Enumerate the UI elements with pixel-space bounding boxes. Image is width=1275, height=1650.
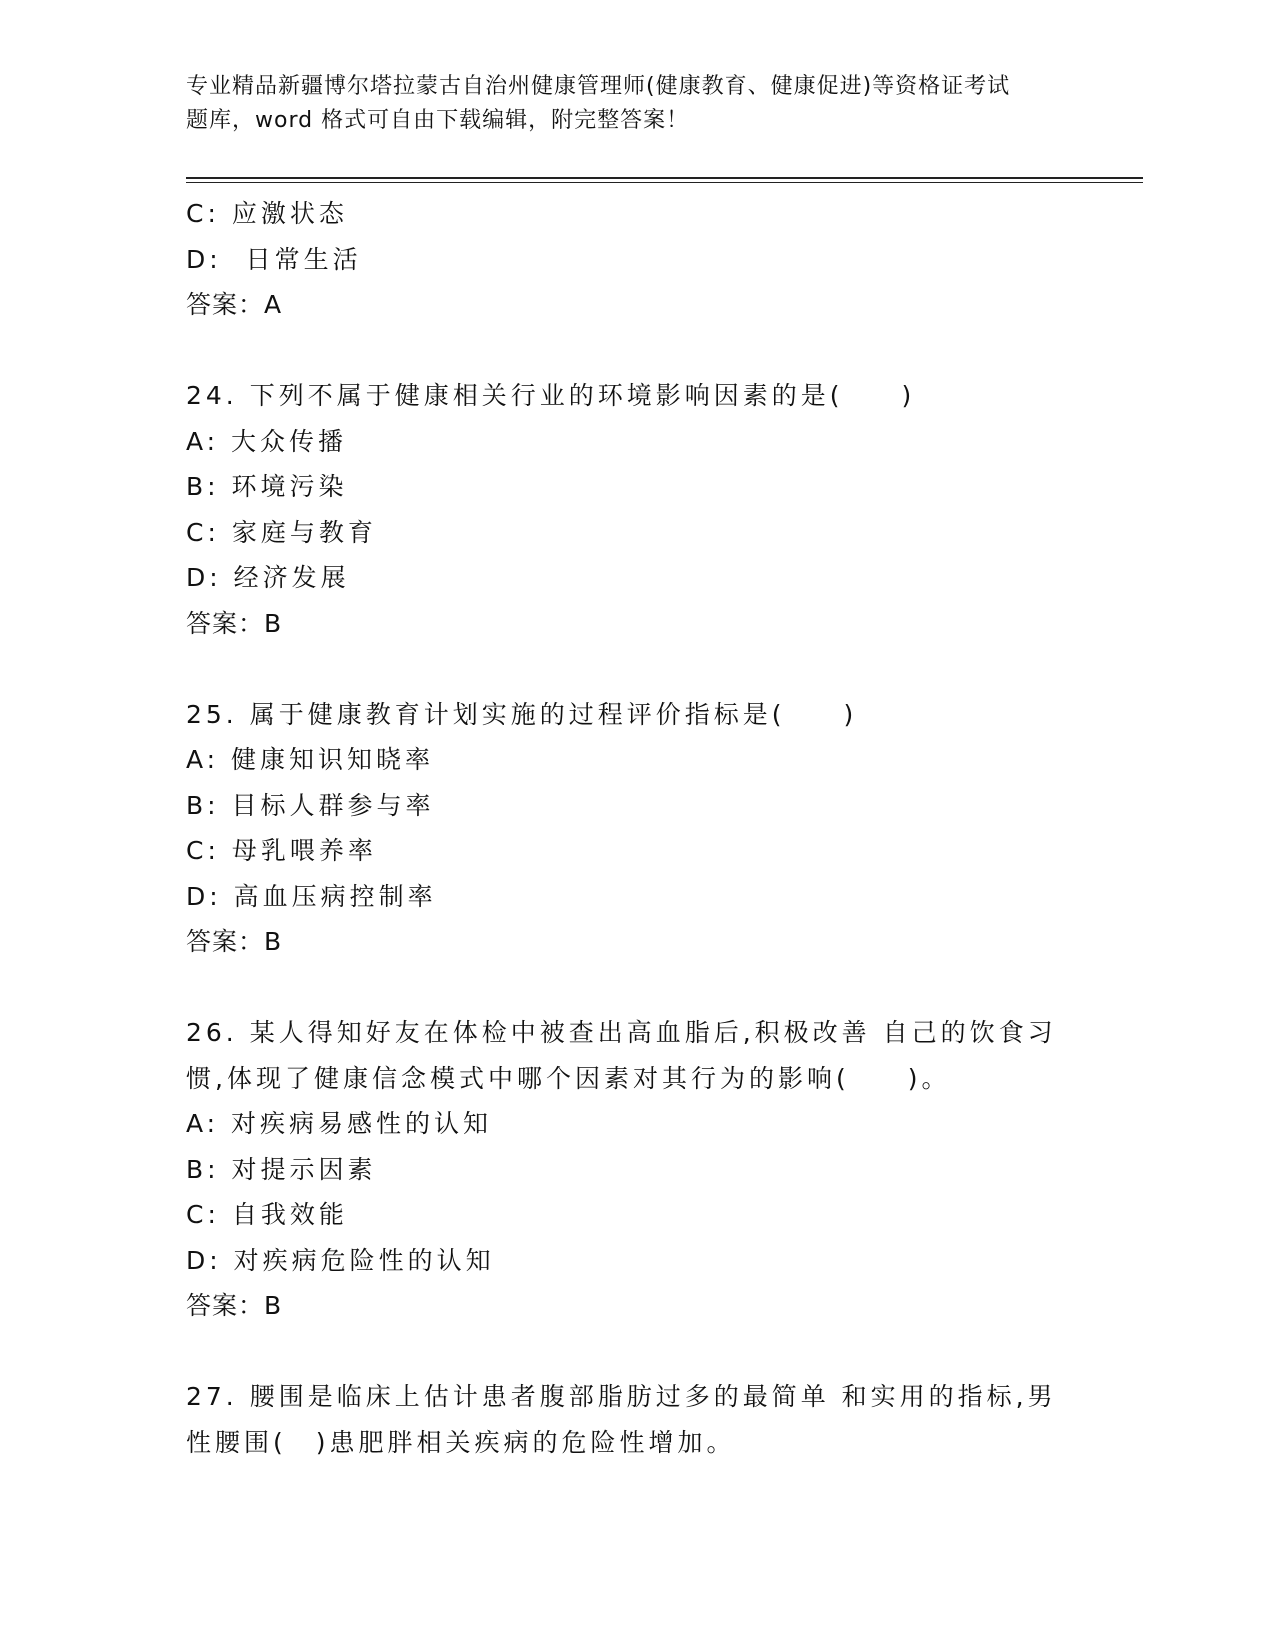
option-c: C: 母乳喂养率 [186,836,377,865]
option-b: B: 目标人群参与率 [186,790,435,820]
option-a: A: 健康知识知晓率 [186,745,435,774]
option-d: D: 经济发展 [186,563,350,592]
header-line-2: 题库，word 格式可自由下载编辑，附完整答案！ [186,108,690,133]
question-24 [186,373,1086,646]
question-27 [186,1374,1086,1465]
option-c: C: 应激状态 [186,199,348,228]
answer: 答案：A [186,290,283,319]
header-line-1: 专业精品新疆博尔塔拉蒙古自治州健康管理师(健康教育、健康促进)等资格证考试 [186,74,1011,99]
option-c: C: 家庭与教育 [186,517,377,547]
spacer [186,1329,1086,1375]
question-list [186,191,1086,1465]
question-26 [186,1010,1086,1329]
option-a: A: 大众传播 [186,426,348,456]
option-b: B: 对提示因素 [186,1154,377,1184]
option-c: C: 自我效能 [186,1200,348,1229]
question-stem-line-2: 性腰围( )患肥胖相关疾病的危险性增加。 [186,1427,736,1457]
question-stem: 25. 属于健康教育计划实施的过程评价指标是( ) [186,699,858,729]
option-d: D: 日常生活 [186,244,362,274]
document-header [186,70,1086,138]
option-d: D: 高血压病控制率 [186,881,437,911]
header-rule-thin [186,182,1143,183]
question-23-tail [186,191,1086,328]
spacer [186,646,1086,692]
answer: 答案：B [186,927,283,956]
header-rule-thick [186,177,1143,179]
question-stem-line-2: 惯,体现了健康信念模式中哪个因素对其行为的影响( )。 [186,1063,951,1093]
option-d: D: 对疾病危险性的认知 [186,1245,495,1275]
spacer [186,328,1086,374]
answer: 答案：B [186,1291,283,1320]
answer: 答案：B [186,608,283,638]
option-a: A: 对疾病易感性的认知 [186,1109,493,1138]
question-stem-line-1: 26. 某人得知好友在体检中被查出高血脂后,积极改善 自己的饮食习 [186,1018,1057,1047]
question-stem-line-1: 27. 腰围是临床上估计患者腹部脂肪过多的最简单 和实用的指标,男 [186,1382,1057,1411]
question-stem: 24. 下列不属于健康相关行业的环境影响因素的是( ) [186,381,916,410]
spacer [186,965,1086,1011]
question-25 [186,692,1086,965]
option-b: B: 环境污染 [186,472,348,501]
